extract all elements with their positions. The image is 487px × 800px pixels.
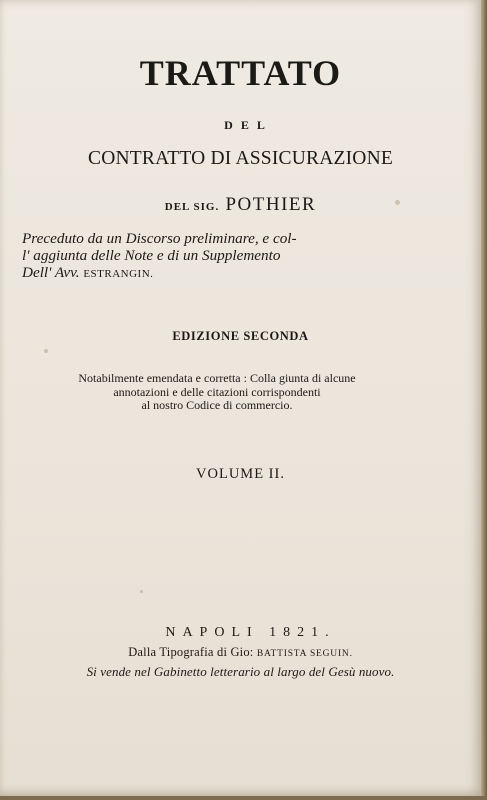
author-prefix: DEL SIG. (164, 201, 220, 213)
book-subject: CONTRATTO DI ASSICURAZIONE (88, 148, 393, 169)
page-edge-right (481, 0, 487, 800)
page-edge-bottom (0, 796, 487, 800)
imprint-city-year: NAPOLI 1821. (165, 625, 336, 640)
preface-line-3-pre: Dell' Avv. (22, 264, 80, 281)
notes-line-2: annotazioni e delle citazioni corrispondenti (113, 384, 321, 399)
printer-prefix: Dalla Tipografia di Gio: (128, 645, 254, 659)
author-line (0, 194, 481, 216)
preface-author-name: ESTRANGIN. (83, 268, 154, 280)
edition-notes (32, 372, 402, 413)
preface-line-2: l' aggiunta delle Note e di un Supplemento (22, 247, 281, 264)
notes-line-1: Notabilmente emendata e corretta : Colla giunta di alcune (78, 371, 356, 385)
printer-name: BATTISTA SEGUIN. (256, 649, 353, 659)
author-name: POTHIER (225, 194, 317, 215)
notes-line-3: al nostro Codice di commercio. (141, 398, 293, 412)
preface-note (22, 230, 402, 283)
foxing-spot (44, 349, 48, 353)
volume-label: VOLUME II. (196, 466, 285, 482)
imprint-printer (0, 645, 481, 660)
imprint-seller: Si vende nel Gabinetto letterario al largo del Gesù nuovo. (86, 664, 395, 679)
edition-label: EDIZIONE SECONDA (172, 329, 309, 343)
book-title: TRATTATO (139, 53, 342, 93)
preface-line-3 (22, 264, 402, 283)
preface-line-1: Preceduto da un Discorso preliminare, e col- (22, 230, 297, 247)
foxing-spot (140, 590, 143, 593)
title-del: DEL (224, 118, 273, 132)
